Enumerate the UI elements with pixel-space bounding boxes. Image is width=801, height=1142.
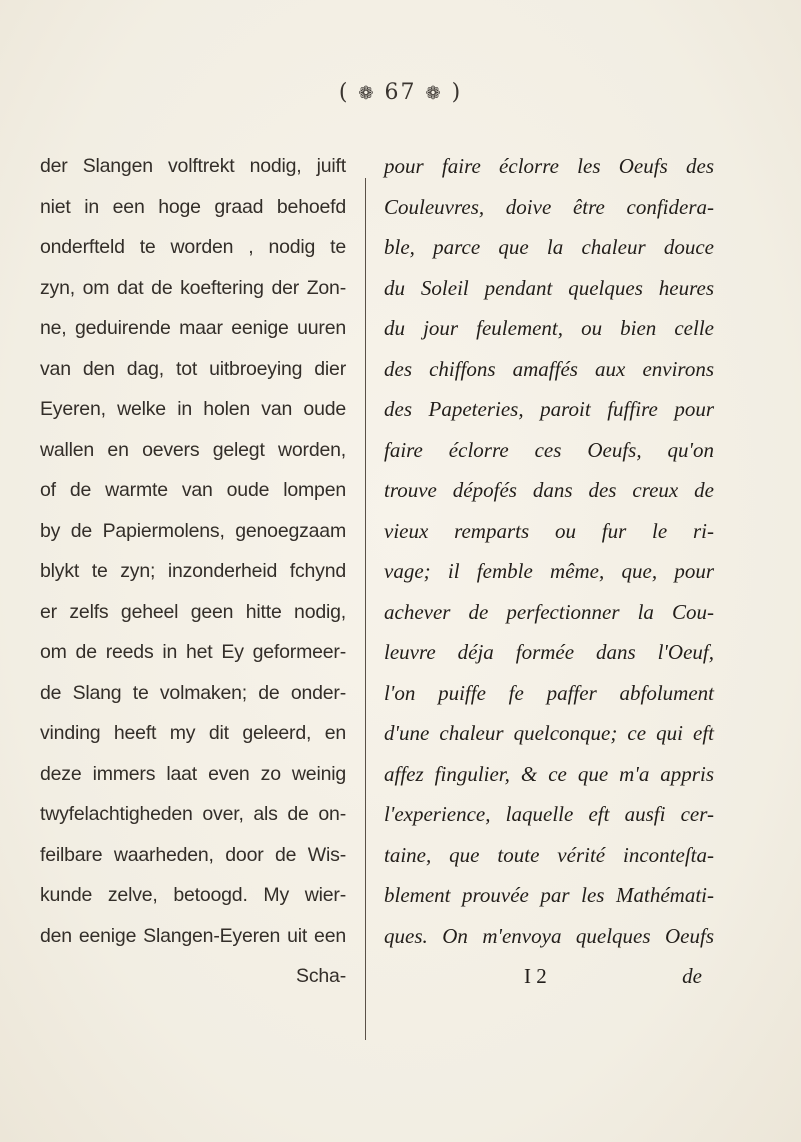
dutch-line: van den dag, tot uitbroeying dier: [40, 357, 346, 380]
dutch-line: de Slang te volmaken; de onder-: [40, 681, 346, 704]
left-ornament-icon: ❁: [358, 82, 376, 104]
french-line: des Papeteries, paroit fuffire pour: [384, 397, 714, 421]
page-number: 67: [384, 80, 417, 105]
signature-mark: I 2: [524, 964, 547, 988]
french-line: achever de perfectionner la Cou-: [384, 599, 714, 624]
dutch-line: deze immers laat even zo weinig: [40, 762, 346, 785]
french-line: Couleuvres, doive être confidera-: [384, 194, 714, 219]
dutch-line: er zelfs geheel geen hitte nodig,: [40, 600, 346, 623]
dutch-line: den eenige Slangen-Eyeren uit een: [40, 924, 346, 947]
dutch-line: wallen en oevers gelegt worden,: [40, 438, 346, 461]
french-line: faire éclorre ces Oeufs, qu'on: [384, 437, 714, 462]
dutch-line: of de warmte van oude lompen: [40, 479, 346, 501]
french-line: affez fingulier, & ce que m'a appris: [384, 761, 714, 786]
dutch-line: onderfteld te worden , nodig te: [40, 236, 346, 258]
dutch-line: twyfelachtigheden over, als de on-: [40, 803, 346, 825]
dutch-line: by de Papiermolens, genoegzaam: [40, 519, 346, 542]
french-line: vieux remparts ou fur le ri-: [384, 518, 714, 543]
dutch-line: vinding heeft my dit geleerd, en: [40, 722, 346, 744]
dutch-line: blykt te zyn; inzonderheid fchynd: [40, 560, 346, 582]
dutch-line: ne, geduirende maar eenige uuren: [40, 317, 346, 339]
french-line: trouve dépofés dans des creux de: [384, 478, 714, 502]
dutch-line: om de reeds in het Ey geformeer-: [40, 641, 346, 663]
french-line: pour faire éclorre les Oeufs des: [384, 154, 714, 178]
footer-line: [384, 956, 714, 997]
french-line: l'experience, laquelle eft ausfi cer-: [384, 802, 714, 826]
french-line: des chiffons amaffés aux environs: [384, 356, 714, 381]
header-open-paren: (: [338, 80, 350, 105]
dutch-line: feilbare waarheden, door de Wis-: [40, 843, 346, 866]
french-line: taine, que toute vérité inconteſta-: [384, 842, 714, 867]
dutch-line: zyn, om dat de koeftering der Zon-: [40, 276, 346, 299]
dutch-catchword: Scha-: [296, 965, 346, 987]
dutch-line: Eyeren, welke in holen van oude: [40, 398, 346, 420]
french-line: l'on puiffe fe paffer abfolument: [384, 680, 714, 705]
french-line: du Soleil pendant quelques heures: [384, 275, 714, 300]
dutch-line: kunde zelve, betoogd. My wier-: [40, 884, 346, 906]
dutch-line: niet in een hoge graad behoefd: [40, 195, 346, 218]
french-line: ble, parce que la chaleur douce: [384, 235, 714, 259]
french-line: vage; il femble même, que, pour: [384, 559, 714, 583]
french-line: d'une chaleur quelconque; ce qui eft: [384, 721, 714, 745]
french-catchword: de: [682, 964, 702, 988]
dutch-text-column: [40, 146, 346, 997]
french-line: blement prouvée par les Mathémati-: [384, 883, 714, 907]
column-divider: [365, 178, 366, 1040]
dutch-line: der Slangen volftrekt nodig, juift: [40, 155, 346, 177]
french-text-column: [384, 146, 714, 997]
french-line: leuvre déja formée dans l'Oeuf,: [384, 640, 714, 664]
page-header: [0, 80, 801, 105]
french-line: du jour feulement, ou bien celle: [384, 316, 714, 340]
french-line: ques. On m'envoya quelques Oeufs: [384, 923, 714, 948]
header-close-paren: ): [451, 80, 463, 105]
right-ornament-icon: ❁: [425, 82, 443, 104]
